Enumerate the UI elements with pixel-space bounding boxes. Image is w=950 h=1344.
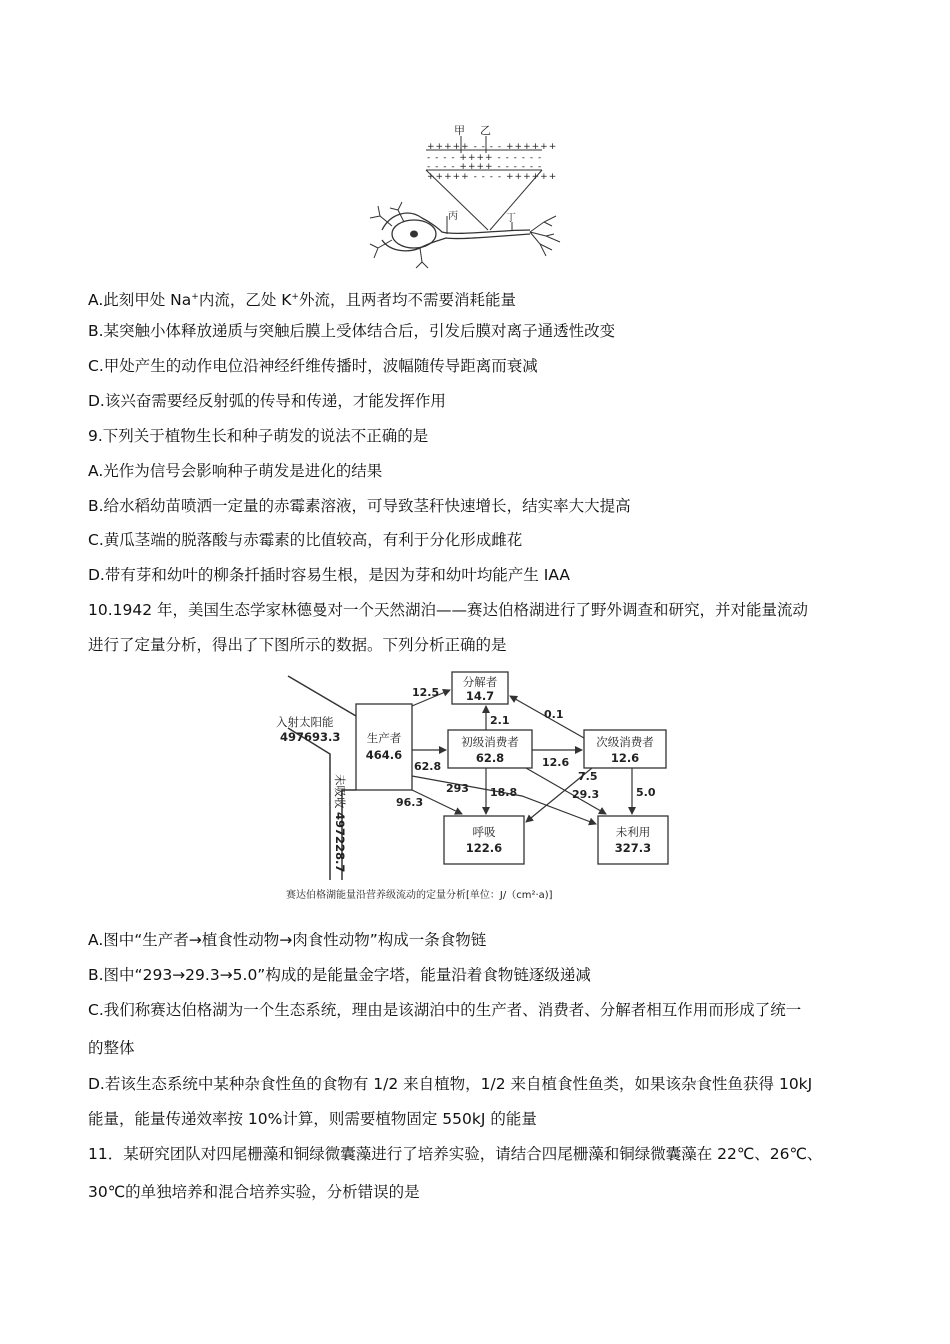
k-superscript: + <box>291 292 299 302</box>
neuron-figure <box>360 122 570 272</box>
sun-value: 497693.3 <box>280 730 341 744</box>
flow-producer-respiration: 96.3 <box>396 796 424 809</box>
sun-label: 入射太阳能 <box>276 715 334 729</box>
flow-primary-unused: 29.3 <box>572 788 600 801</box>
flow-primary-secondary: 12.6 <box>542 756 570 769</box>
q8-option-d: D.该兴奋需要经反射弧的传导和传递，才能发挥作用 <box>88 392 446 410</box>
q8-option-b: B.某突触小体释放递质与突触后膜上受体结合后，引发后膜对离子通透性改变 <box>88 322 616 340</box>
label-jia: 甲 <box>454 124 465 137</box>
q10-option-d-line-1: D.若该生态系统中某种杂食性鱼的食物有 1/2 来自植物，1/2 来自植食性鱼类，如果该杂食性鱼获得 10kJ <box>88 1075 813 1093</box>
dendrites <box>370 202 428 268</box>
producer-box <box>356 704 412 790</box>
charges-top-inner: - - - - ++++ - - - - - - <box>427 153 543 163</box>
q11-stem-line-2: 30℃的单独培养和混合培养实验，分析错误的是 <box>88 1183 420 1201</box>
q10-option-c-line-2: 的整体 <box>88 1039 135 1057</box>
q10-option-c-line-1: C.我们称赛达伯格湖为一个生态系统，理由是该湖泊中的生产者、消费者、分解者相互作用而形成了统一 <box>88 1001 802 1019</box>
unused-label: 未利用 <box>615 825 651 839</box>
decomposer-value: 14.7 <box>465 689 495 703</box>
energy-flow-svg <box>272 666 678 906</box>
q11-stem-line-1: 11．某研究团队对四尾栅藻和铜绿微囊藻进行了培养实验，请结合四尾栅藻和铜绿微囊藻在 22℃、26℃、 <box>88 1145 823 1163</box>
q8-option-a <box>88 286 868 311</box>
q8-option-c: C.甲处产生的动作电位沿神经纤维传播时，波幅随传导距离而衰减 <box>88 357 538 375</box>
flow-producer-unused: 293 <box>446 782 469 795</box>
flow-producer-primary: 62.8 <box>414 760 442 773</box>
label-yi: 乙 <box>480 124 491 137</box>
charges-bottom-outer: +++++ - - - - ++++++ <box>427 172 558 182</box>
respiration-value: 122.6 <box>465 841 503 855</box>
axon-bottom <box>382 234 530 251</box>
q9-option-a: A.光作为信号会影响种子萌发是进化的结果 <box>88 462 383 480</box>
flow-secondary-decomposer: 0.1 <box>544 708 564 721</box>
sunlight-line-top <box>288 676 356 716</box>
secondary-consumer-label: 次级消费者 <box>596 735 654 749</box>
nucleus <box>410 231 418 238</box>
diagram-caption: 赛达伯格湖能量沿营养级流动的定量分析[单位：J/（cm²·a)] <box>286 890 553 901</box>
q8-option-a-text-2: 内流，乙处 K <box>198 291 292 309</box>
respiration-label: 呼吸 <box>472 825 496 839</box>
neuron-svg <box>360 122 570 272</box>
secondary-consumer-value: 12.6 <box>610 751 640 765</box>
unused-box <box>598 816 668 864</box>
q10-option-a: A.图中“生产者→植食性动物→肉食性动物”构成一条食物链 <box>88 931 487 949</box>
energy-flow-diagram <box>272 666 678 906</box>
q9-stem: 9.下列关于植物生长和种子萌发的说法不正确的是 <box>88 427 429 445</box>
label-bing: 丙 <box>448 211 458 222</box>
na-superscript: + <box>191 292 199 302</box>
q8-option-a-text-3: 外流，且两者均不需要消耗能量 <box>298 291 516 309</box>
q8-option-a-text-1: A.此刻甲处 Na <box>88 291 192 309</box>
q10-option-d-line-2: 能量，能量传递效率按 10%计算，则需要植物固定 550kJ 的能量 <box>88 1110 537 1128</box>
flow-producer-decomposer: 12.5 <box>412 686 440 699</box>
primary-consumer-value: 62.8 <box>475 751 505 765</box>
unused-value: 327.3 <box>614 841 652 855</box>
charges-top-outer: +++++ - - - - ++++++ <box>427 142 558 152</box>
q9-option-d: D.带有芽和幼叶的柳条扦插时容易生根，是因为芽和幼叶均能产生 IAA <box>88 566 571 584</box>
charges-bottom-inner: - - - - ++++ - - - - - - <box>427 162 543 172</box>
flow-primary-decomposer: 2.1 <box>490 714 510 727</box>
axon-terminals <box>530 216 560 256</box>
producer-label: 生产者 <box>366 731 402 745</box>
sunlight-line-lower <box>288 728 330 880</box>
primary-consumer-label: 初级消费者 <box>461 735 519 749</box>
flow-primary-respiration: 18.8 <box>490 786 518 799</box>
decomposer-label: 分解者 <box>462 675 498 689</box>
respiration-box <box>444 816 524 864</box>
unabsorbed-label: 未吸收 <box>333 774 347 809</box>
label-ding: 丁 <box>506 213 516 224</box>
flow-secondary-respiration: 7.5 <box>578 770 598 783</box>
q10-option-b: B.图中“293→29.3→5.0”构成的是能量金字塔，能量沿着食物链逐级递减 <box>88 966 591 984</box>
q10-stem-line-2: 进行了定量分析，得出了下图所示的数据。下列分析正确的是 <box>88 636 507 654</box>
q9-option-b: B.给水稻幼苗喷洒一定量的赤霉素溶液，可导致茎秆快速增长，结实率大大提高 <box>88 497 631 515</box>
producer-value: 464.6 <box>365 748 403 762</box>
unabsorbed-value: 497228.7 <box>333 812 347 873</box>
q9-option-c: C.黄瓜茎端的脱落酸与赤霉素的比值较高，有利于分化形成雌花 <box>88 531 523 549</box>
flow-secondary-unused: 5.0 <box>636 786 656 799</box>
q10-stem-line-1: 10.1942 年，美国生态学家林德曼对一个天然湖泊——赛达伯格湖进行了野外调查和研究，并对能量流动 <box>88 601 809 619</box>
